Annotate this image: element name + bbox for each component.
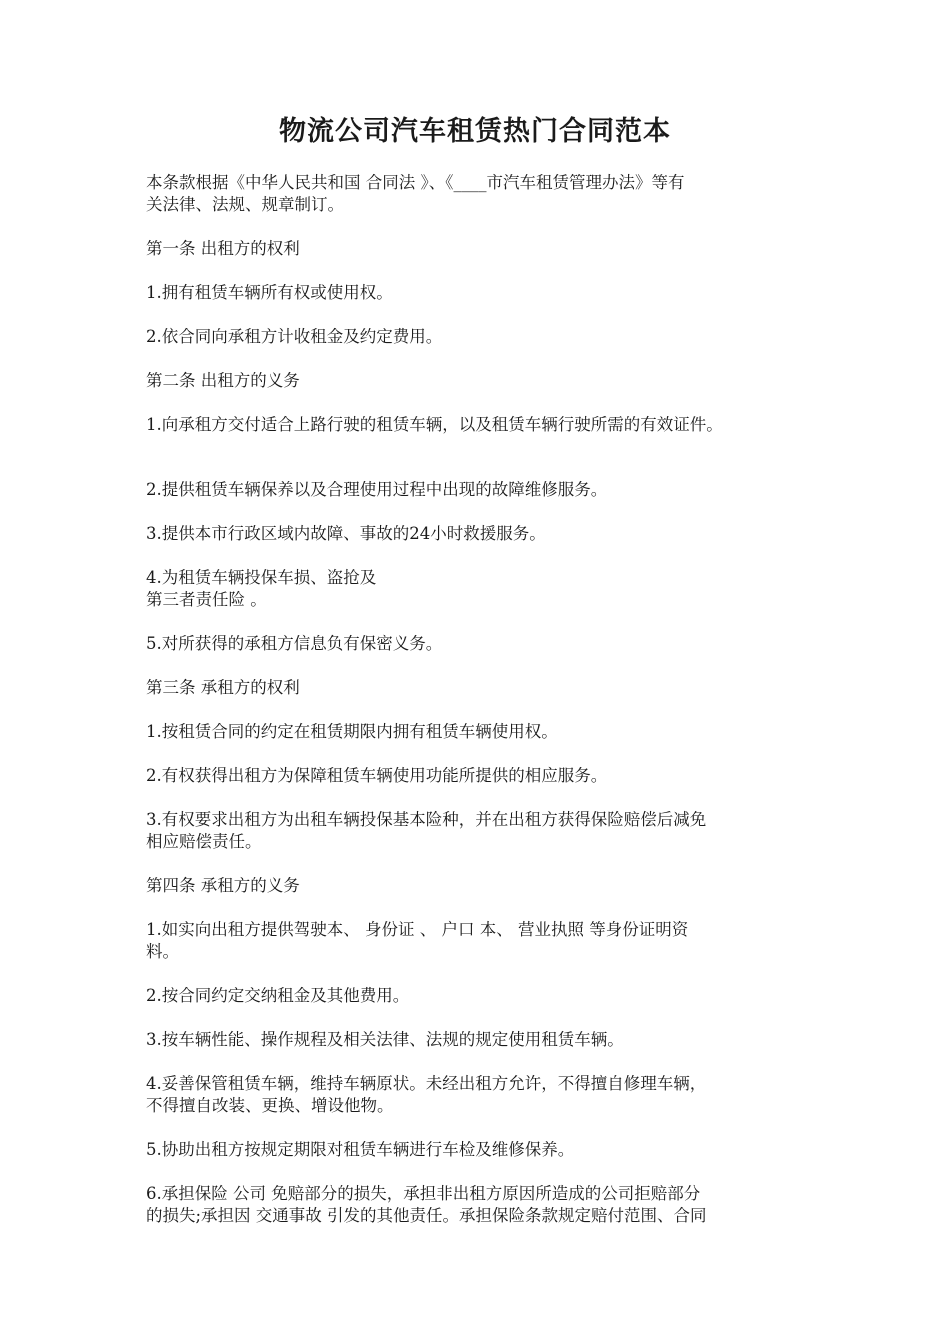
- paragraph: 4.妥善保管租赁车辆，维持车辆原状。未经出租方允许，不得擅自修理车辆， 不得擅自改装、更换、增设他物。: [146, 1074, 707, 1115]
- section-heading-1: 第一条 出租方的权利: [146, 239, 300, 258]
- paragraph: 2.按合同约定交纳租金及其他费用。: [146, 986, 410, 1005]
- paragraph: 1.向承租方交付适合上路行驶的租赁车辆，以及租赁车辆行驶所需的有效证件。: [146, 415, 723, 434]
- paragraph: 3.提供本市行政区域内故障、事故的24小时救援服务。: [146, 524, 546, 543]
- paragraph: 1.如实向出租方提供驾驶本、 身份证 、 户口 本、 营业执照 等身份证明资 料。: [146, 920, 689, 961]
- section-heading-4: 第四条 承租方的义务: [146, 876, 300, 895]
- paragraph: 4.为租赁车辆投保车损、盗抢及 第三者责任险 。: [146, 568, 377, 609]
- paragraph: 2.提供租赁车辆保养以及合理使用过程中出现的故障维修服务。: [146, 480, 608, 499]
- paragraph-intro: 本条款根据《中华人民共和国 合同法 》、《____市汽车租赁管理办法》等有 关法律、法规、规章制订。: [146, 173, 685, 214]
- document-title: 物流公司汽车租赁热门合同范本: [279, 116, 671, 147]
- section-heading-3: 第三条 承租方的权利: [146, 678, 300, 697]
- paragraph: 3.有权要求出租方为出租车辆投保基本险种，并在出租方获得保险赔偿后减免 相应赔偿责任。: [146, 810, 707, 851]
- paragraph: 1.拥有租赁车辆所有权或使用权。: [146, 283, 393, 302]
- section-heading-2: 第二条 出租方的义务: [146, 371, 300, 390]
- document-body: [146, 172, 816, 1249]
- paragraph: 1.按租赁合同的约定在租赁期限内拥有租赁车辆使用权。: [146, 722, 558, 741]
- paragraph: 5.协助出租方按规定期限对租赁车辆进行车检及维修保养。: [146, 1140, 575, 1159]
- paragraph: 2.有权获得出租方为保障租赁车辆使用功能所提供的相应服务。: [146, 766, 608, 785]
- paragraph: 5.对所获得的承租方信息负有保密义务。: [146, 634, 443, 653]
- paragraph: 6.承担保险 公司 免赔部分的损失，承担非出租方原因所造成的公司拒赔部分 的损失;承担因 交通事故 引发的其他责任。承担保险条款规定赔付范围、合同: [146, 1184, 707, 1225]
- paragraph: 2.依合同向承租方计收租金及约定费用。: [146, 327, 443, 346]
- paragraph: 3.按车辆性能、操作规程及相关法律、法规的规定使用租赁车辆。: [146, 1030, 624, 1049]
